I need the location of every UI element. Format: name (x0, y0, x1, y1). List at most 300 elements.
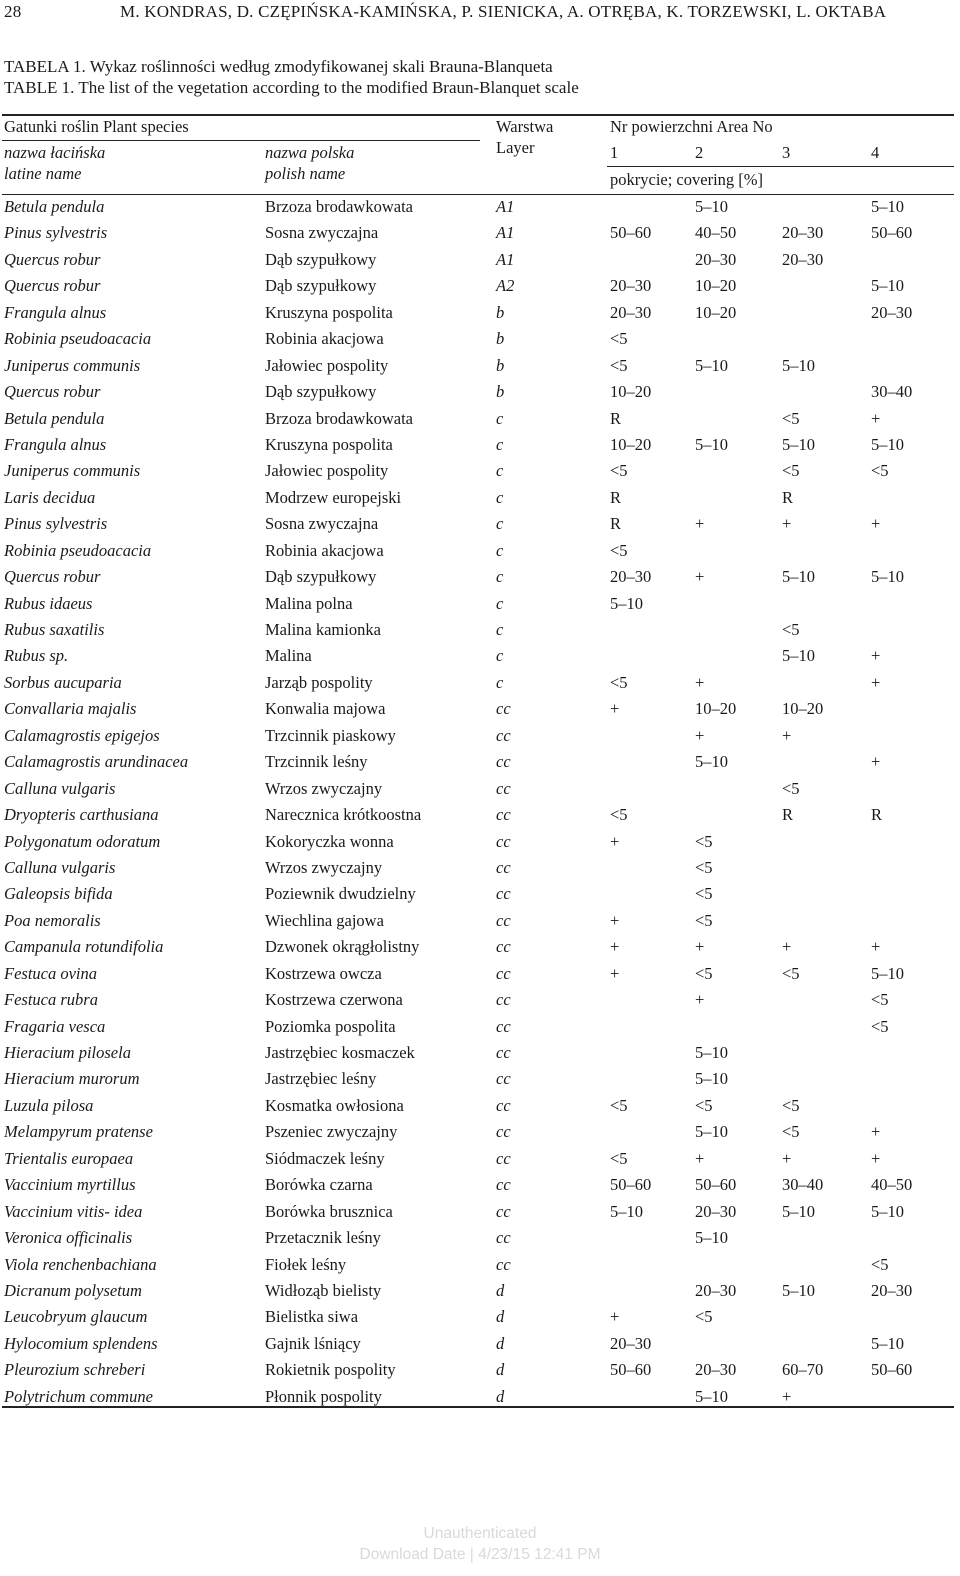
polish-name-cell: Fiołek leśny (265, 1254, 347, 1274)
table-row (0, 1304, 960, 1330)
layer-cell: cc (496, 1016, 511, 1036)
polish-name-cell: Malina polna (265, 593, 353, 613)
area-3-cover-cell: 5–10 (782, 434, 815, 454)
latin-name-cell: Convallaria majalis (4, 699, 137, 719)
area-3-cover-cell: + (782, 1386, 792, 1406)
polish-name-cell: Przetacznik leśny (265, 1228, 381, 1248)
species-group-header: Gatunki roślin Plant species (4, 117, 189, 136)
area-3-cover-cell: 60–70 (782, 1360, 824, 1380)
layer-cell: b (496, 355, 505, 375)
polish-name-cell: Jałowiec pospolity (265, 461, 389, 481)
area-3-cover-cell: + (782, 1148, 792, 1168)
area-3-cover-cell: <5 (782, 1122, 800, 1142)
table-row (0, 379, 960, 405)
layer-cell: c (496, 646, 504, 666)
area-3-cover-cell: 30–40 (782, 1175, 824, 1195)
area-1-cover-cell: 50–60 (610, 1360, 652, 1380)
area-3-cover-cell: 5–10 (782, 646, 815, 666)
latin-name-cell: Festuca rubra (4, 990, 98, 1010)
area-3-cover-cell: <5 (782, 461, 800, 481)
latin-name-cell: Robinia pseudoacacia (4, 540, 152, 560)
area-1-cover-cell: R (610, 408, 622, 428)
area-2-cover-cell: 5–10 (695, 355, 728, 375)
watermark-line-1: Unauthenticated (423, 1525, 537, 1542)
latin-name-cell: Luzula pilosa (4, 1095, 94, 1115)
polish-name-cell: Robinia akacjowa (265, 540, 384, 560)
area-1-cover-cell: 50–60 (610, 1175, 652, 1195)
polish-name-cell: Narecznica krótkoostna (265, 805, 422, 825)
area-1-cover-cell: + (610, 831, 620, 851)
area-2-cover-cell: 20–30 (695, 1201, 737, 1221)
area-1-cover-cell: <5 (610, 1095, 628, 1115)
layer-cell: c (496, 593, 504, 613)
polish-name-cell: Kokoryczka wonna (265, 831, 394, 851)
area-3-cover-cell: R (782, 487, 794, 507)
area-3-header: 3 (782, 143, 791, 162)
area-4-cover-cell: 20–30 (871, 302, 913, 322)
area-4-cover-cell: R (871, 805, 883, 825)
latin-name-cell: Melampyrum pratense (4, 1122, 153, 1142)
latin-name-cell: Hylocomium splendens (4, 1333, 158, 1353)
polish-name-cell: Bielistka siwa (265, 1307, 359, 1327)
polish-name-cell: Malina kamionka (265, 620, 381, 639)
area-1-cover-cell: + (610, 699, 620, 719)
area-2-cover-cell: 5–10 (695, 1043, 728, 1062)
polish-name-cell: Dąb szypułkowy (265, 276, 377, 296)
table-top-rule (2, 114, 954, 116)
area-4-cover-cell: <5 (871, 990, 889, 1010)
area-4-cover-cell: + (871, 408, 881, 428)
table-row (0, 220, 960, 246)
table-row (0, 406, 960, 432)
latin-name-cell: Pinus sylvestris (4, 514, 108, 534)
table-caption-polish: TABELA 1. Wykaz roślinności według zmodyfikowanej skali Brauna-Blanqueta (4, 57, 553, 76)
table-row (0, 1040, 960, 1066)
table-row (0, 1331, 960, 1357)
table-row (0, 1278, 960, 1304)
polish-name-cell: Jastrzębiec kosmaczek (265, 1043, 415, 1062)
table-row (0, 1225, 960, 1251)
area-2-cover-cell: 40–50 (695, 223, 737, 243)
layer-cell: cc (496, 910, 511, 930)
area-2-cover-cell: 10–20 (695, 302, 737, 322)
layer-cell: cc (496, 937, 511, 957)
area-2-cover-cell: 5–10 (695, 1386, 728, 1406)
polish-name-cell: Jałowiec pospolity (265, 355, 389, 375)
latin-name-cell: Juniperus communis (4, 355, 141, 375)
polish-name-cell: Rokietnik pospolity (265, 1360, 396, 1380)
area-3-cover-cell: <5 (782, 408, 800, 428)
area-1-cover-cell: <5 (610, 540, 628, 560)
table-row (0, 300, 960, 326)
polish-name-cell: Dąb szypułkowy (265, 567, 377, 587)
area-group-rule (607, 166, 954, 167)
latin-name-cell: Polytrichum commune (4, 1386, 153, 1406)
area-group-header: Nr powierzchni Area No (610, 117, 773, 136)
page-header (4, 2, 954, 24)
table-row (0, 961, 960, 987)
area-3-cover-cell: 5–10 (782, 1201, 815, 1221)
layer-cell: A1 (496, 249, 515, 269)
layer-cell: A2 (496, 276, 515, 296)
table-row (0, 1357, 960, 1383)
running-head-authors: M. KONDRAS, D. CZĘPIŃSKA-KAMIŃSKA, P. SIENICKA, A. OTRĘBA, K. TORZEWSKI, L. OKTABA (120, 2, 887, 21)
table-row (0, 326, 960, 352)
layer-cell: d (496, 1386, 505, 1406)
area-4-cover-cell: 50–60 (871, 223, 913, 243)
polish-name-cell: Wrzos zwyczajny (265, 778, 383, 798)
table-row (0, 776, 960, 802)
area-2-cover-cell: 5–10 (695, 752, 728, 772)
layer-cell: A1 (496, 197, 515, 216)
latin-name-cell: Dryopteris carthusiana (4, 805, 159, 825)
table-row (0, 591, 960, 617)
latin-name-cell: Dicranum polysetum (4, 1280, 142, 1300)
area-4-cover-cell: 5–10 (871, 1201, 904, 1221)
area-3-cover-cell: <5 (782, 620, 800, 639)
area-2-cover-cell: + (695, 725, 705, 745)
table-row (0, 1119, 960, 1145)
area-4-cover-cell: 40–50 (871, 1175, 913, 1195)
layer-cell: d (496, 1280, 505, 1300)
area-4-header: 4 (871, 143, 880, 162)
area-2-cover-cell: <5 (695, 857, 713, 877)
table-row (0, 1146, 960, 1172)
table-row (0, 1093, 960, 1119)
area-2-cover-cell: <5 (695, 1095, 713, 1115)
polish-name-cell: Borówka brusznica (265, 1201, 393, 1221)
latin-name-cell: Fragaria vesca (4, 1016, 106, 1036)
table-row (0, 273, 960, 299)
layer-cell: cc (496, 1175, 511, 1195)
area-4-cover-cell: 5–10 (871, 963, 904, 983)
table-body (0, 194, 960, 1410)
polish-name-cell: Konwalia majowa (265, 699, 386, 719)
covering-header: pokrycie; covering [%] (610, 170, 764, 189)
area-4-cover-cell: + (871, 646, 881, 666)
latin-name-cell: Calluna vulgaris (4, 857, 116, 877)
area-1-cover-cell: + (610, 937, 620, 957)
polish-name-cell: Pszeniec zwyczajny (265, 1122, 398, 1142)
watermark-line-2: Download Date | 4/23/15 12:41 PM (359, 1546, 601, 1563)
area-3-cover-cell: 20–30 (782, 249, 824, 269)
polish-name-cell: Kosmatka owłosiona (265, 1095, 404, 1115)
polish-name-cell: Sosna zwyczajna (265, 514, 379, 534)
layer-header-en: Layer (496, 138, 535, 157)
area-1-cover-cell: 10–20 (610, 434, 652, 454)
latin-name-cell: Juniperus communis (4, 461, 141, 481)
latin-name-cell: Robinia pseudoacacia (4, 329, 152, 349)
polish-name-cell: Jarząb pospolity (265, 672, 373, 692)
area-4-cover-cell: 5–10 (871, 434, 904, 454)
latin-name-cell: Leucobryum glaucum (4, 1307, 148, 1327)
table-row (0, 564, 960, 590)
latin-name-cell: Quercus robur (4, 249, 101, 269)
polish-name-cell: Dąb szypułkowy (265, 382, 377, 402)
layer-cell: cc (496, 884, 511, 904)
latin-name-cell: Calluna vulgaris (4, 778, 116, 798)
area-2-cover-cell: 10–20 (695, 276, 737, 296)
table-row (0, 987, 960, 1013)
polish-name-cell: Dzwonek okrągłolistny (265, 937, 420, 957)
area-2-cover-cell: <5 (695, 910, 713, 930)
area-2-cover-cell: + (695, 1148, 705, 1168)
layer-cell: d (496, 1307, 505, 1327)
latin-name-header-pl: nazwa łacińska (4, 143, 106, 162)
layer-cell: cc (496, 857, 511, 877)
table-row (0, 723, 960, 749)
table-row (0, 485, 960, 511)
layer-cell: cc (496, 1228, 511, 1248)
layer-cell: c (496, 487, 504, 507)
area-1-cover-cell: 50–60 (610, 223, 652, 243)
layer-cell: cc (496, 805, 511, 825)
layer-cell: c (496, 461, 504, 481)
latin-name-cell: Vaccinium vitis- idea (4, 1201, 143, 1221)
polish-name-cell: Kostrzewa owcza (265, 963, 382, 983)
area-3-cover-cell: 5–10 (782, 567, 815, 587)
latin-name-cell: Quercus robur (4, 276, 101, 296)
table-row (0, 247, 960, 273)
table-caption-english: TABLE 1. The list of the vegetation according to the modified Braun-Blanquet scale (4, 78, 579, 97)
layer-cell: c (496, 672, 504, 692)
latin-name-cell: Betula pendula (4, 197, 105, 216)
species-group-rule (2, 140, 480, 141)
layer-cell: cc (496, 1201, 511, 1221)
polish-name-cell: Dąb szypułkowy (265, 249, 377, 269)
table-row (0, 1014, 960, 1040)
polish-name-cell: Borówka czarna (265, 1175, 373, 1195)
table-row (0, 1252, 960, 1278)
polish-name-header-en: polish name (265, 164, 346, 183)
area-2-cover-cell: + (695, 937, 705, 957)
area-2-cover-cell: <5 (695, 1307, 713, 1327)
area-4-cover-cell: + (871, 1122, 881, 1142)
area-4-cover-cell: <5 (871, 461, 889, 481)
area-4-cover-cell: 30–40 (871, 382, 913, 402)
area-4-cover-cell: 50–60 (871, 1360, 913, 1380)
layer-cell: cc (496, 1095, 511, 1115)
table-row (0, 1066, 960, 1092)
area-3-cover-cell: 10–20 (782, 699, 824, 719)
layer-cell: cc (496, 752, 511, 772)
table-row (0, 538, 960, 564)
area-3-cover-cell: + (782, 514, 792, 534)
area-1-cover-cell: 20–30 (610, 302, 652, 322)
latin-name-cell: Campanula rotundifolia (4, 937, 164, 957)
table-row (0, 511, 960, 537)
polish-name-cell: Kruszyna pospolita (265, 434, 393, 454)
layer-cell: cc (496, 1069, 511, 1089)
page-number: 28 (4, 2, 22, 21)
area-2-cover-cell: + (695, 567, 705, 587)
table-row (0, 353, 960, 379)
table-row (0, 934, 960, 960)
area-4-cover-cell: 20–30 (871, 1280, 913, 1300)
latin-name-cell: Festuca ovina (4, 963, 98, 983)
area-1-cover-cell: 5–10 (610, 1201, 643, 1221)
area-2-cover-cell: 20–30 (695, 1360, 737, 1380)
area-1-cover-cell: R (610, 514, 622, 534)
latin-name-cell: Frangula alnus (4, 434, 107, 454)
polish-name-cell: Siódmaczek leśny (265, 1148, 385, 1168)
area-3-cover-cell: <5 (782, 1095, 800, 1115)
table-row (0, 432, 960, 458)
layer-cell: cc (496, 1043, 511, 1062)
area-1-cover-cell: + (610, 1307, 620, 1327)
layer-cell: cc (496, 990, 511, 1010)
polish-name-cell: Jastrzębiec leśny (265, 1069, 377, 1089)
polish-name-cell: Widłoząb bielisty (265, 1280, 382, 1300)
latin-name-cell: Veronica officinalis (4, 1228, 133, 1248)
layer-cell: b (496, 302, 505, 322)
polish-name-cell: Brzoza brodawkowata (265, 197, 413, 216)
latin-name-cell: Pinus sylvestris (4, 223, 108, 243)
area-3-cover-cell: 5–10 (782, 1280, 815, 1300)
latin-name-cell: Polygonatum odoratum (4, 831, 161, 851)
area-1-cover-cell: <5 (610, 1148, 628, 1168)
area-1-header: 1 (610, 143, 619, 162)
table-row (0, 617, 960, 643)
area-4-cover-cell: 5–10 (871, 197, 904, 216)
table-row (0, 855, 960, 881)
area-2-cover-cell: <5 (695, 884, 713, 904)
area-4-cover-cell: + (871, 672, 881, 692)
area-2-cover-cell: 5–10 (695, 1122, 728, 1142)
layer-cell: c (496, 620, 504, 639)
area-2-cover-cell: 5–10 (695, 1069, 728, 1089)
polish-name-cell: Robinia akacjowa (265, 329, 384, 349)
polish-name-cell: Płonnik pospolity (265, 1386, 382, 1406)
table-row (0, 696, 960, 722)
latin-name-cell: Rubus idaeus (4, 593, 93, 613)
polish-name-cell: Trzcinnik piaskowy (265, 725, 396, 745)
table-row (0, 802, 960, 828)
latin-name-cell: Quercus robur (4, 567, 101, 587)
area-2-cover-cell: <5 (695, 831, 713, 851)
area-2-cover-cell: + (695, 514, 705, 534)
table-row (0, 643, 960, 669)
polish-name-cell: Wiechlina gajowa (265, 910, 384, 930)
area-3-cover-cell: <5 (782, 963, 800, 983)
polish-name-cell: Sosna zwyczajna (265, 223, 379, 243)
latin-name-cell: Trientalis europaea (4, 1148, 134, 1168)
area-4-cover-cell: <5 (871, 1254, 889, 1274)
area-1-cover-cell: 20–30 (610, 1333, 652, 1353)
latin-name-cell: Laris decidua (4, 487, 96, 507)
layer-cell: c (496, 408, 504, 428)
area-4-cover-cell: <5 (871, 1016, 889, 1036)
latin-name-cell: Vaccinium myrtillus (4, 1175, 136, 1195)
area-1-cover-cell: <5 (610, 329, 628, 349)
latin-name-header-en: latine name (4, 164, 82, 183)
area-2-cover-cell: 10–20 (695, 699, 737, 719)
area-1-cover-cell: + (610, 910, 620, 930)
area-4-cover-cell: 5–10 (871, 276, 904, 296)
polish-name-cell: Gajnik lśniący (265, 1333, 361, 1353)
latin-name-cell: Pleurozium schreberi (4, 1360, 146, 1380)
layer-cell: c (496, 514, 504, 534)
area-1-cover-cell: R (610, 487, 622, 507)
layer-cell: cc (496, 1254, 511, 1274)
latin-name-cell: Calamagrostis arundinacea (4, 752, 189, 772)
layer-cell: b (496, 329, 505, 349)
table-row (0, 749, 960, 775)
latin-name-cell: Rubus saxatilis (4, 620, 105, 639)
area-3-cover-cell: R (782, 805, 794, 825)
area-2-cover-cell: 5–10 (695, 434, 728, 454)
area-2-cover-cell: 5–10 (695, 1228, 728, 1248)
area-1-cover-cell: <5 (610, 355, 628, 375)
polish-name-cell: Kruszyna pospolita (265, 302, 393, 322)
area-4-cover-cell: 5–10 (871, 1333, 904, 1353)
area-2-cover-cell: 5–10 (695, 197, 728, 216)
area-4-cover-cell: 5–10 (871, 567, 904, 587)
polish-name-cell: Poziomka pospolita (265, 1016, 396, 1036)
layer-cell: b (496, 382, 505, 402)
latin-name-cell: Frangula alnus (4, 302, 107, 322)
layer-cell: cc (496, 1122, 511, 1142)
area-2-cover-cell: + (695, 990, 705, 1010)
table-row (0, 881, 960, 907)
area-2-cover-cell: + (695, 672, 705, 692)
layer-cell: c (496, 540, 504, 560)
latin-name-cell: Galeopsis bifida (4, 884, 113, 904)
table-row (0, 194, 960, 220)
layer-cell: cc (496, 831, 511, 851)
area-2-cover-cell: <5 (695, 963, 713, 983)
area-1-cover-cell: <5 (610, 672, 628, 692)
area-4-cover-cell: + (871, 752, 881, 772)
table-row (0, 829, 960, 855)
latin-name-cell: Poa nemoralis (4, 910, 101, 930)
latin-name-cell: Hieracium murorum (4, 1069, 140, 1089)
area-1-cover-cell: 20–30 (610, 567, 652, 587)
polish-name-cell: Malina (265, 646, 312, 666)
polish-name-cell: Kostrzewa czerwona (265, 990, 403, 1010)
layer-cell: c (496, 567, 504, 587)
area-2-cover-cell: 20–30 (695, 1280, 737, 1300)
layer-cell: d (496, 1360, 505, 1380)
latin-name-cell: Sorbus aucuparia (4, 672, 122, 692)
layer-cell: cc (496, 725, 511, 745)
area-3-cover-cell: 20–30 (782, 223, 824, 243)
area-1-cover-cell: <5 (610, 461, 628, 481)
area-4-cover-cell: + (871, 1148, 881, 1168)
area-1-cover-cell: 10–20 (610, 382, 652, 402)
polish-name-cell: Trzcinnik leśny (265, 752, 368, 772)
area-2-cover-cell: 50–60 (695, 1175, 737, 1195)
latin-name-cell: Viola renchenbachiana (4, 1254, 157, 1274)
table-row (0, 908, 960, 934)
layer-cell: d (496, 1333, 505, 1353)
latin-name-cell: Betula pendula (4, 408, 105, 428)
polish-name-cell: Poziewnik dwudzielny (265, 884, 416, 904)
area-4-cover-cell: + (871, 514, 881, 534)
polish-name-cell: Wrzos zwyczajny (265, 857, 383, 877)
layer-header-pl: Warstwa (496, 117, 554, 136)
layer-cell: cc (496, 699, 511, 719)
latin-name-cell: Calamagrostis epigejos (4, 725, 160, 745)
area-3-cover-cell: <5 (782, 778, 800, 798)
polish-name-cell: Brzoza brodawkowata (265, 408, 413, 428)
area-1-cover-cell: <5 (610, 805, 628, 825)
layer-cell: cc (496, 778, 511, 798)
area-1-cover-cell: + (610, 963, 620, 983)
latin-name-cell: Rubus sp. (4, 646, 69, 666)
latin-name-cell: Hieracium pilosela (4, 1043, 131, 1062)
area-4-cover-cell: + (871, 937, 881, 957)
